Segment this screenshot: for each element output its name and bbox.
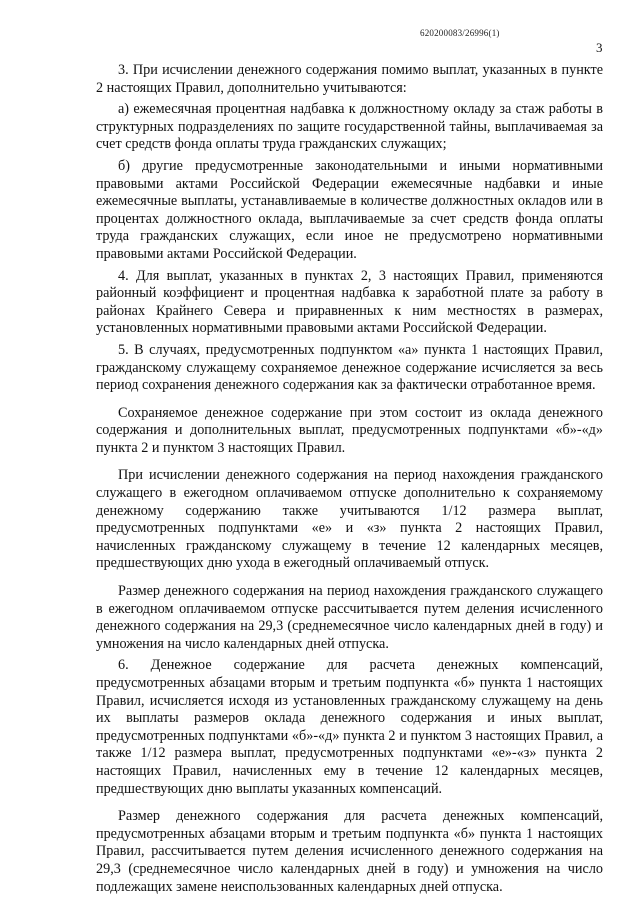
document-body [96, 62, 603, 900]
paragraph-3-intro: 3. При исчислении денежного содержания помимо выплат, указанных в пункте 2 настоящих Правил, дополнительно учитываются: [96, 62, 603, 96]
paragraph-6: 6. Денежное содержание для расчета денежных компенсаций, предусмотренных абзацами вторым и третьим подпункта «б» пункта 1 настоящих Правил, исчисляется исходя из установленных гражданскому служащему на день их выплаты размеров оклада денежного содержания и иных выплат, предусмотренных подпунктами «б»-«д» пункта 2 и пунктом 3 настоящих Правил, а также 1/12 размера выплат, предусмотренных подпунктами «е»-«з» пункта 2 настоящих Правил, начисленных ему в течение 12 календарных месяцев, предшествующих дню выплаты указанных компенсаций. [96, 657, 603, 797]
paragraph-4: 4. Для выплат, указанных в пунктах 2, 3 настоящих Правил, применяются районный коэффициент и процентная надбавка к заработной плате за работу в районах Крайнего Севера и приравненных к ним местностях в размерах, установленных нормативными правовыми актами Российской Федерации. [96, 267, 603, 337]
paragraph-3b: б) другие предусмотренные законодательными и иными нормативными правовыми актами Российской Федерации ежемесячные надбавки и иные ежемесячные выплаты, устанавливаемые в количестве должностных окладов или в процентах должностного оклада, выплачиваемые за счет средств фонда оплаты труда гражданских служащих, если иное не предусмотрено нормативными правовыми актами Российской Федерации. [96, 157, 603, 262]
paragraph-5-retained-pay: Сохраняемое денежное содержание при этом состоит из оклада денежного содержания и дополнительных выплат, предусмотренных подпунктами «б»-«д» пункта 2 и пунктом 3 настоящих Правил. [96, 404, 603, 456]
paragraph-5-vacation-size: Размер денежного содержания на период нахождения гражданского служащего в ежегодном оплачиваемом отпуске рассчитывается путем деления исчисленного денежного содержания на 29,3 (среднемесячное число календарных дней в году) и умножения на число календарных дней отпуска. [96, 583, 603, 652]
document-id: 620200083/26996(1) [420, 28, 500, 38]
paragraph-3a: а) ежемесячная процентная надбавка к должностному окладу за стаж работы в структурных подразделениях по защите государственной тайны, выплачиваемая за счет средств фонда оплаты труда гражданских служащих; [96, 101, 603, 153]
paragraph-5-vacation-calc: При исчислении денежного содержания на период нахождения гражданского служащего в ежегодном оплачиваемом отпуске дополнительно к сохраняемому денежному содержанию также учитываются 1/12 размера выплат, предусмотренных подпунктами «е» и «з» пункта 2 настоящих Правил, начисленных гражданскому служащему в течение 12 календарных месяцев, предшествующих дню ухода в ежегодный оплачиваемый отпуск. [96, 467, 603, 572]
paragraph-5: 5. В случаях, предусмотренных подпунктом «а» пункта 1 настоящих Правил, гражданскому служащему сохраняемое денежное содержание исчисляется за весь период сохранения денежного содержания как за фактически отработанное время. [96, 341, 603, 394]
paragraph-6-compensation-size: Размер денежного содержания для расчета денежных компенсаций, предусмотренных абзацами вторым и третьим подпункта «б» пункта 1 настоящих Правил, рассчитывается путем деления исчисленного денежного содержания на 29,3 (среднемесячное число календарных дней в году) и умножения на число подлежащих замене неиспользованных календарных дней отпуска. [96, 808, 603, 895]
page-number: 3 [596, 40, 603, 55]
